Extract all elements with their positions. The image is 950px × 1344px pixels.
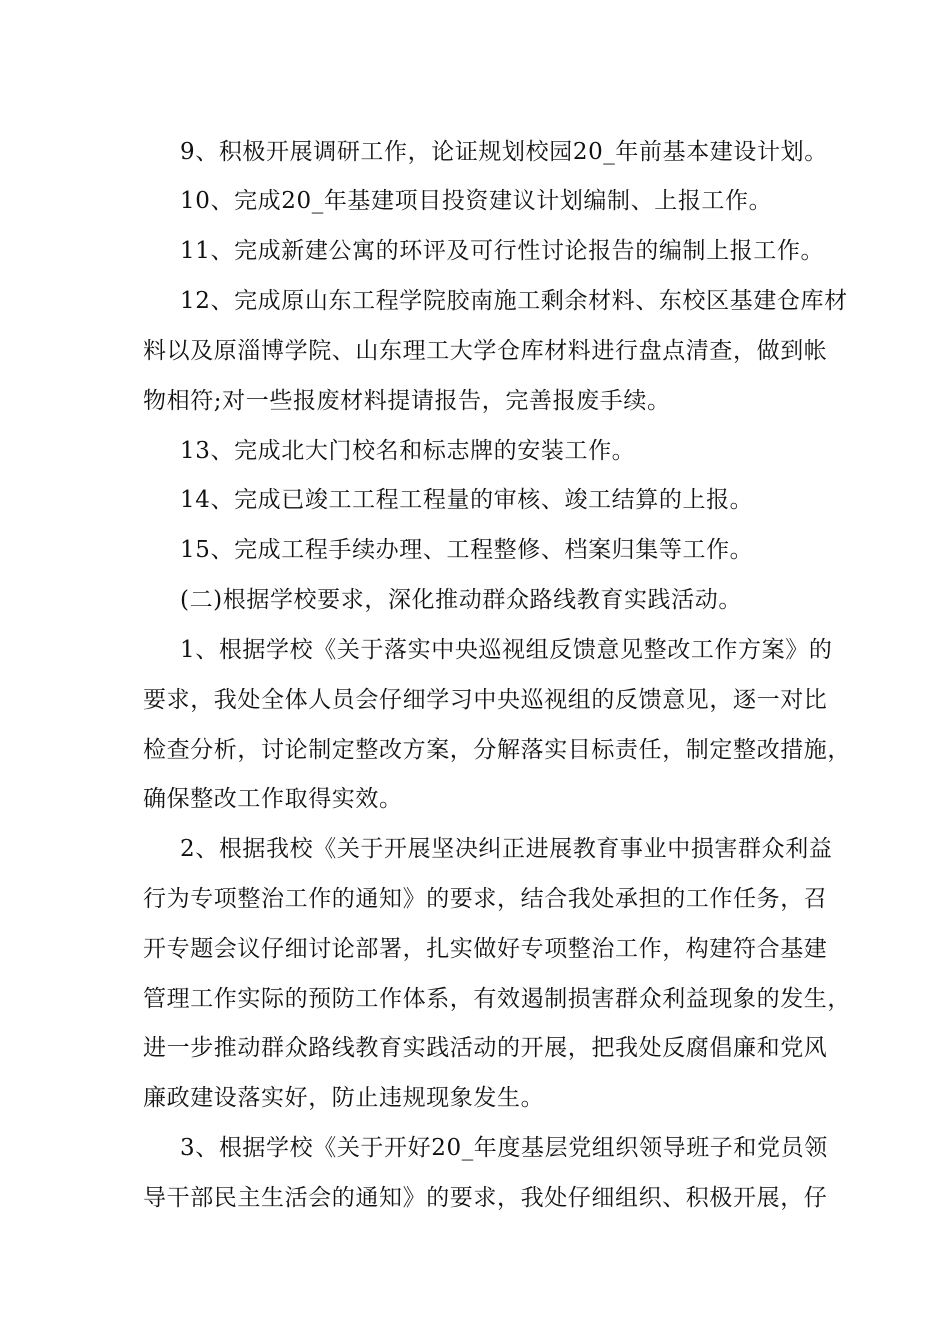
text-line: 要求，我处全体人员会仔细学习中央巡视组的反馈意见，逐一对比 [143, 687, 828, 713]
text-line: 13、完成北大门校名和标志牌的安装工作。 [180, 438, 636, 464]
text-line: 2、根据我校《关于开展坚决纠正进展教育事业中损害群众利益 [180, 836, 833, 862]
text-line: 行为专项整治工作的通知》的要求，结合我处承担的工作任务，召 [143, 886, 828, 912]
text-line: 料以及原淄博学院、山东理工大学仓库材料进行盘点清查，做到帐 [143, 338, 828, 364]
text-line: 物相符;对一些报废材料提请报告，完善报废手续。 [143, 388, 671, 414]
text-line: 导干部民主生活会的通知》的要求，我处仔细组织、积极开展，仔 [143, 1185, 828, 1211]
text-line: 3、根据学校《关于开好20_年度基层党组织领导班子和党员领 [180, 1135, 828, 1161]
text-line: 14、完成已竣工工程工程量的审核、竣工结算的上报。 [180, 487, 754, 513]
text-line: 10、完成20_年基建项目投资建议计划编制、上报工作。 [180, 188, 773, 214]
text-line: 11、完成新建公寓的环评及可行性讨论报告的编制上报工作。 [180, 238, 825, 264]
text-line: 廉政建设落实好，防止违规现象发生。 [143, 1085, 545, 1111]
text-line: 进一步推动群众路线教育实践活动的开展，把我处反腐倡廉和党风 [143, 1035, 828, 1061]
text-line: 9、积极开展调研工作，论证规划校园20_年前基本建设计划。 [180, 139, 828, 165]
text-line: 管理工作实际的预防工作体系，有效遏制损害群众利益现象的发生， [143, 986, 851, 1012]
text-line: 15、完成工程手续办理、工程整修、档案归集等工作。 [180, 537, 754, 563]
text-line: 开专题会议仔细讨论部署，扎实做好专项整治工作，构建符合基建 [143, 936, 828, 962]
text-line: 确保整改工作取得实效。 [143, 786, 403, 812]
text-line: 检查分析，讨论制定整改方案，分解落实目标责任，制定整改措施， [143, 737, 851, 763]
text-line: 1、根据学校《关于落实中央巡视组反馈意见整改工作方案》的 [180, 637, 833, 663]
text-line: 12、完成原山东工程学院胶南施工剩余材料、东校区基建仓库材 [180, 288, 848, 314]
text-line: (二)根据学校要求，深化推动群众路线教育实践活动。 [180, 587, 742, 613]
